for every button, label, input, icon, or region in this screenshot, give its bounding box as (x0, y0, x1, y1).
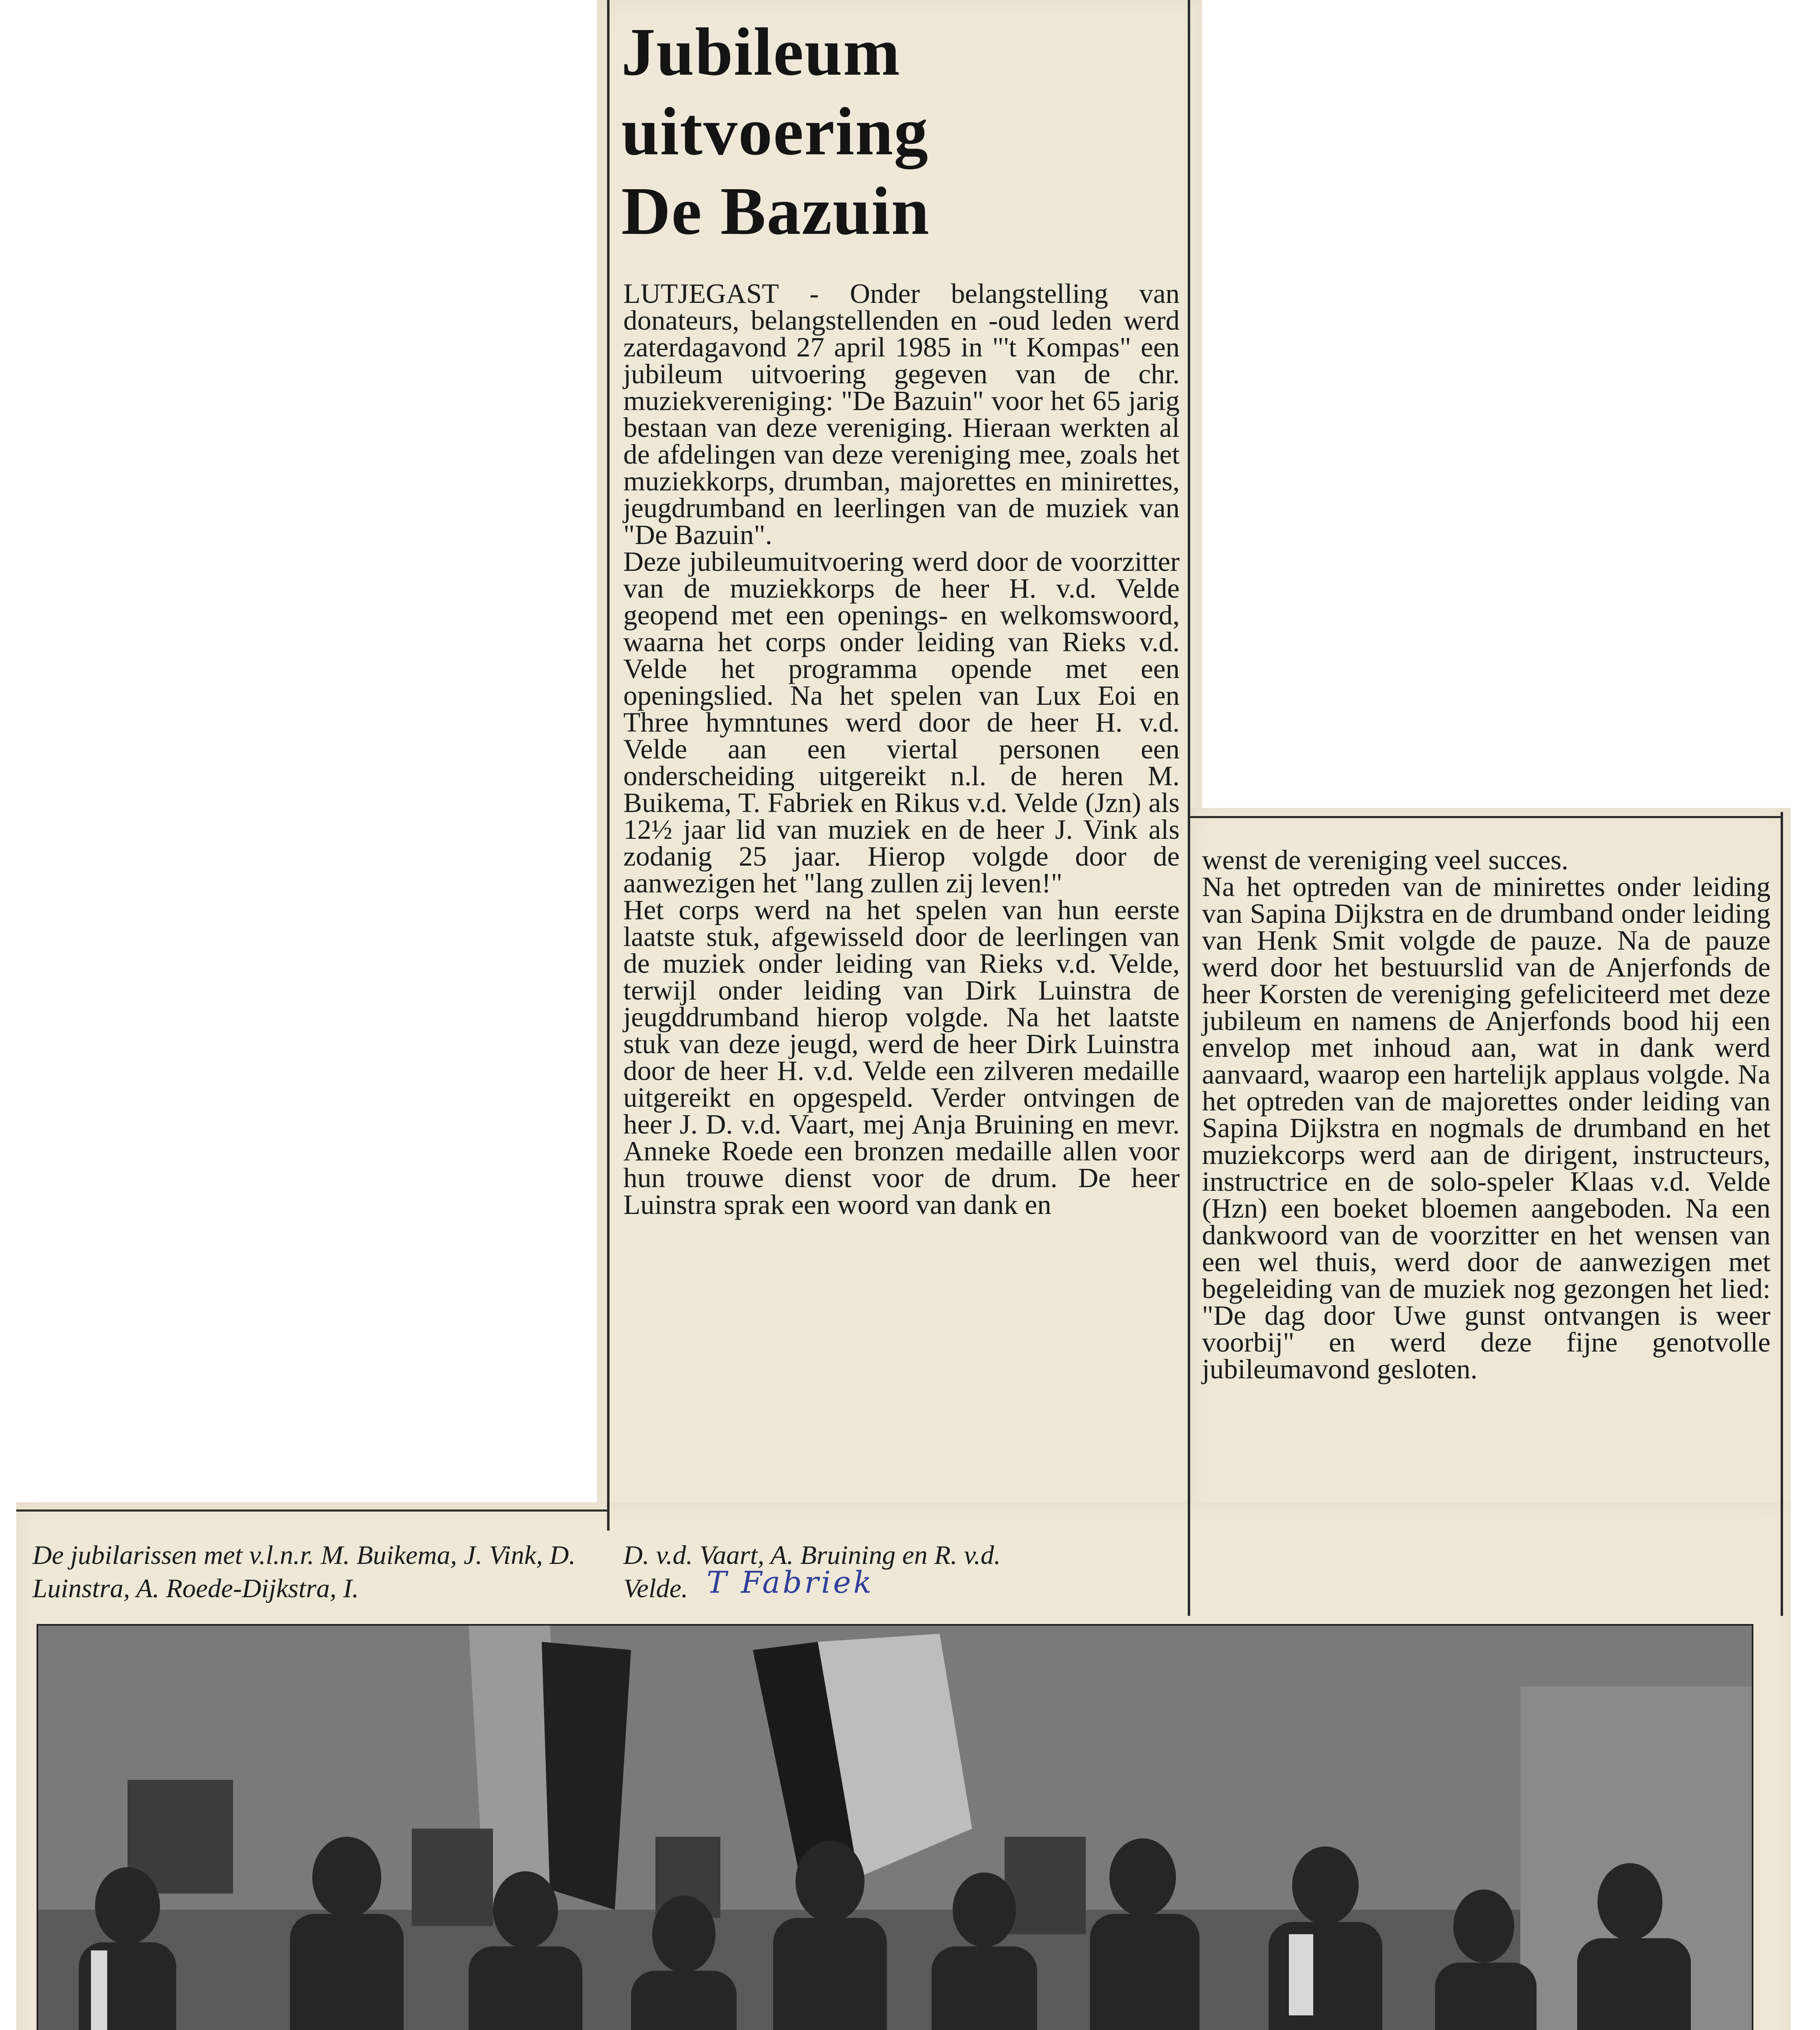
headline-line-2: uitvoering (621, 94, 929, 169)
column-rule-right (1781, 812, 1783, 1616)
group-photograph (37, 1624, 1753, 2030)
caption-rule-top (16, 1510, 607, 1512)
article-headline (621, 12, 1182, 251)
photo-caption-left: De jubilarissen met v.l.n.r. M. Buikema, J. Vink, D. Luinstra, A. Roede-Dijkstra, I. (32, 1540, 576, 1603)
photo-caption-right: D. v.d. Vaart, A. Bruining en R. v.d. Velde. (623, 1540, 1001, 1603)
group-photo-illustration (38, 1626, 1752, 2030)
headline-line-3: De Bazuin (621, 173, 930, 249)
column-rule-left (607, 0, 610, 1531)
article-column-1: LUTJEGAST - Onder belangstelling van donateurs, belangstellenden en -oud leden werd zaterdagavond 27 april 1985 in "'t Kompas" een jubileum uitvoering gegeven van de chr. muziekvereniging: "De Bazuin" voor het 65 jarig bestaan van deze vereniging. Hieraan werkten al de afdelingen van deze vereniging mee, zoals het muziekkorps, drumban, majorettes en minirettes, jeugdrumband en leerlingen van de muziek van "De Bazuin". Deze jubileumuitvoering werd door de voorzitter van de muziekkorps de heer H. v.d. Velde geopend met een openings- en welkomswoord, waarna het corps onder leiding van Rieks v.d. Velde het programma opende met een openingslied. Na het spelen van Lux Eoi en Three hymntunes werd door de heer H. v.d. Velde aan een viertal personen een onderscheiding uitgereikt n.l. de heren M. Buikema, T. Fabriek en Rikus v.d. Velde (Jzn) als 12½ jaar lid van muziek en de heer J. Vink als zodanig 25 jaar. Hierop volgde door de aanwezigen het "lang zullen zij leven!" Het corps werd na het spelen van hun eerste laatste stuk, afgewisseld door de leerlingen van de muziek onder leiding van Rieks v.d. Velde, terwijl onder leiding van Dirk Luinstra de jeugddrumband hierop volgde. Na het laatste stuk van deze jeugd, werd de heer Dirk Luinstra door de heer H. v.d. Velde een zilveren medaille uitgereikt en opgespeld. Verder ontvingen de heer J. D. v.d. Vaart, mej Anja Bruining en mevr. Anneke Roede een bronzen medaille allen voor hun trouwe dienst voor de drum. De heer Luinstra sprak een woord van dank en (623, 278, 1180, 1220)
handwritten-annotation: T Fabriek (707, 1565, 874, 1600)
article-column-2: wenst de vereniging veel succes. Na het optreden van de minirettes onder leiding van Sapina Dijkstra en de drumband onder leiding van Henk Smit volgde de pauze. Na de pauze werd door het bestuurslid van de Anjerfonds de heer Korsten de vereniging gefeliciteerd met deze jubileum en namens de Anjerfonds bood hij een envelop met inhoud aan, wat in dank werd aanvaard, waarop een hartelijk applaus volgde. Na het optreden van de majorettes onder leiding van Sapina Dijkstra en nogmals de drumband en het muziekcorps werd aan de dirigent, instructeurs, instructrice en de solo-speler Klaas v.d. Velde (Hzn) een boeket bloemen aangeboden. Na een dankwoord van de voorzitter en het wensen van een wel thuis, werd door de aanwezigen met begeleiding van de muziek nog gezongen het lied: "De dag door Uwe gunst ontvangen is weer voorbij" en werd deze fijne genotvolle jubileumavond gesloten. (1202, 844, 1770, 1384)
headline-line-1: Jubileum (621, 14, 901, 90)
column-rule-top-right (1188, 816, 1783, 818)
column-rule-middle (1188, 0, 1190, 1616)
